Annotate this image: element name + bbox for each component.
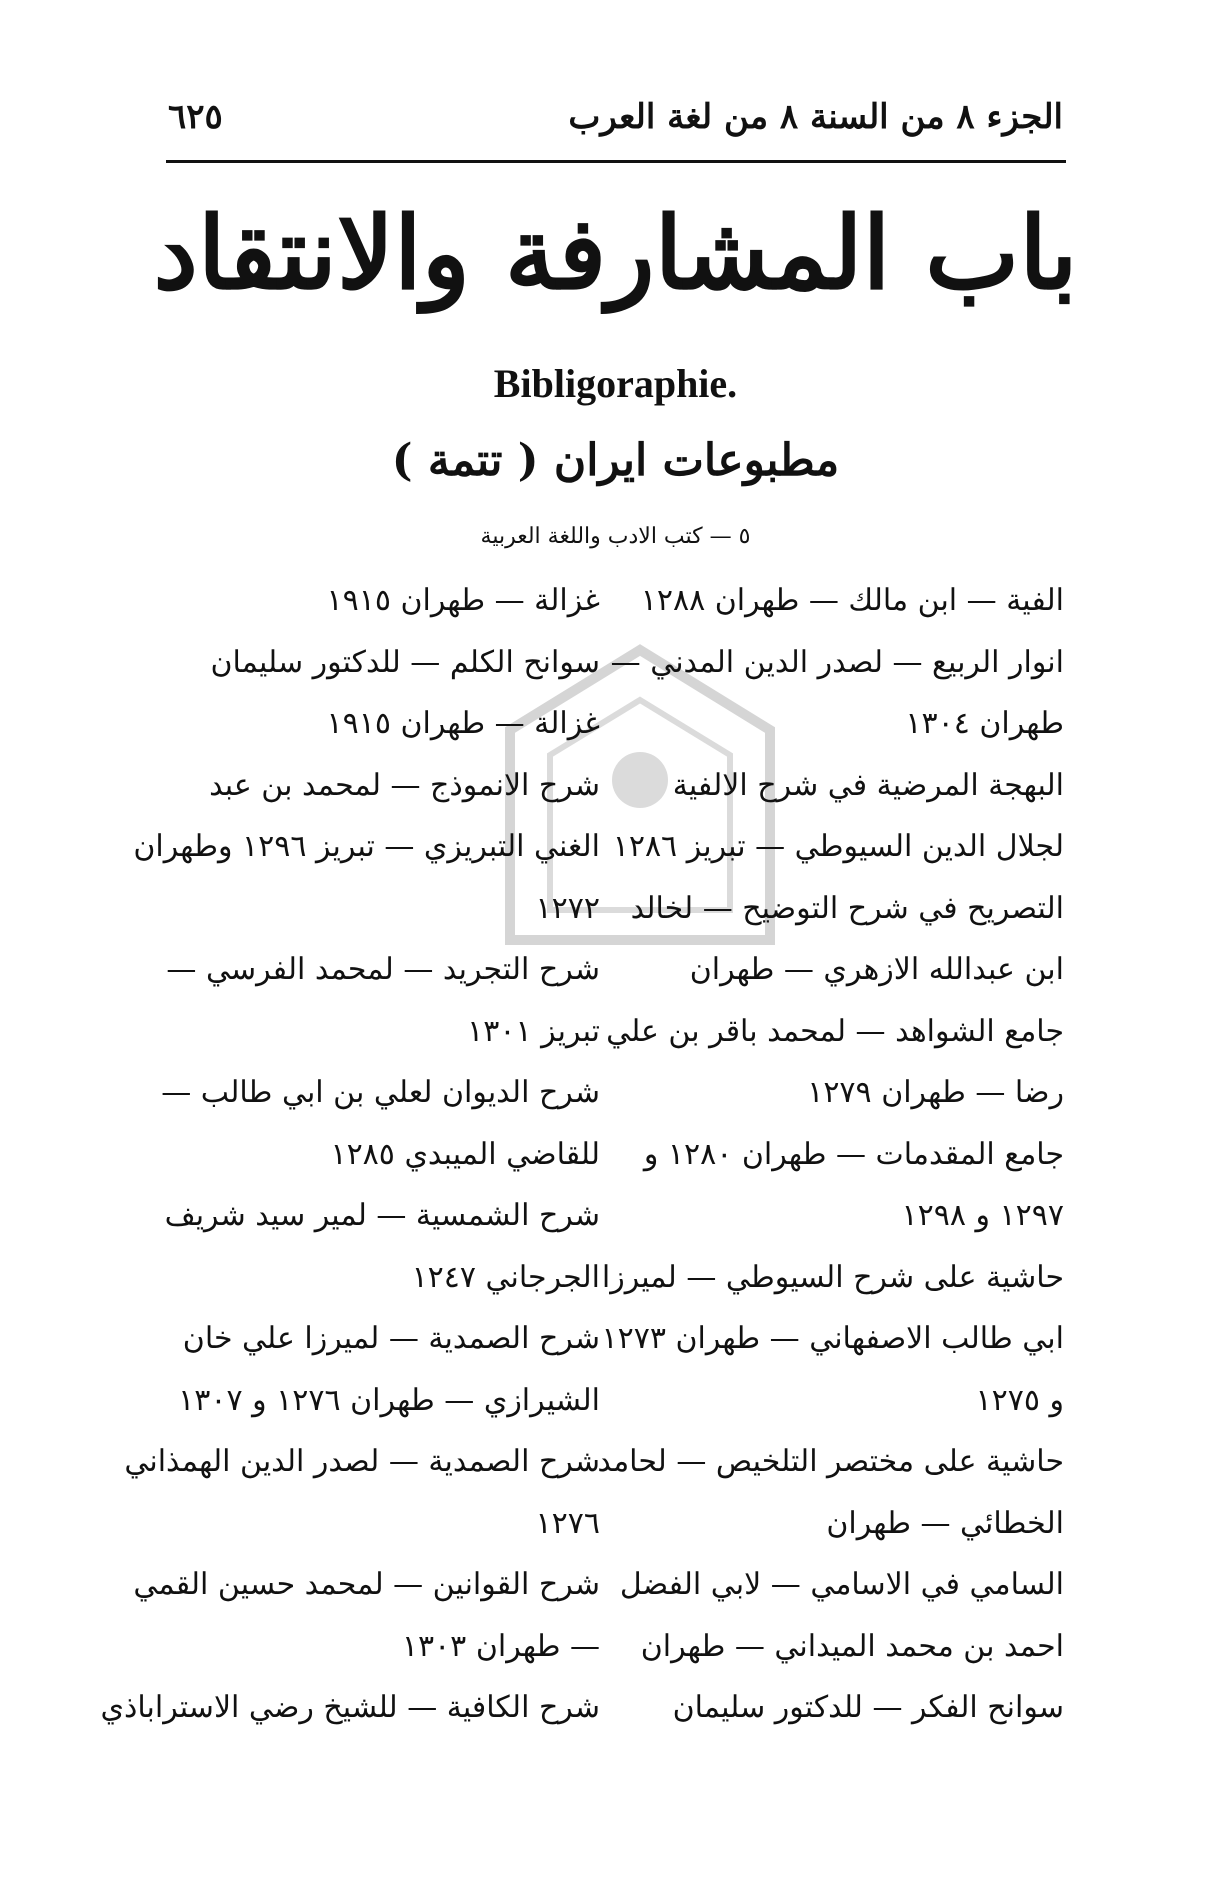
entry-row [133,1554,1070,1616]
entry-row [170,632,1070,694]
category-heading: ٥ — كتب الادب واللغة العربية [480,524,751,549]
entry-right: حاشية على مختصر التلخيص — لحامد [597,1444,1064,1480]
entry-right: جامع المقدمات — طهران ١٢٨٠ و [643,1136,1064,1172]
entry-right: الفية — ابن مالك — طهران ١٢٨٨ [640,583,1064,619]
entry-left: ١٢٧٢ [535,890,600,926]
entry-right: و ١٢٧٥ [975,1382,1064,1418]
entry-row [164,1185,1070,1247]
entry-right: احمد بن محمد الميداني — طهران [640,1628,1064,1664]
entry-right: طهران ١٣٠٤ [905,706,1064,742]
entry-right: ١٢٩٧ و ١٢٩٨ [901,1198,1064,1234]
entry-left: شرح الشمسية — لمير سيد شريف [164,1198,600,1234]
entry-right: جامع الشواهد — لمحمد باقر بن علي [606,1013,1064,1049]
entry-left: غزالة — طهران ١٩١٥ [326,583,600,619]
entry-left: شرح الصمدية — لصدر الدين الهمذاني [124,1444,600,1480]
subtitle-latin: Bibligoraphie. [493,361,738,406]
entry-left: شرح الانموذج — لمحمد بن عبد [209,767,600,803]
entry-row [170,1308,1070,1370]
entry-row [170,878,1070,940]
entry-row [170,1001,1070,1063]
entry-right: ابن عبدالله الازهري — طهران [689,952,1064,988]
entry-row [166,939,1070,1001]
entry-right: الخطائي — طهران [826,1505,1064,1541]
entry-row [170,1370,1070,1432]
entry-right: حاشية على شرح السيوطي — لميرزا [601,1259,1064,1295]
header-rule [166,160,1066,163]
entry-left: شرح الصمدية — لميرزا علي خان [182,1321,600,1357]
entry-left: شرح الكافية — للشيخ رضي الاستراباذي [100,1690,600,1726]
entry-row [170,755,1070,817]
section-title: باب المشارفة والانتقاد [153,194,1078,312]
entry-right: انوار الربيع — لصدر الدين المدني — [610,644,1064,680]
running-header [168,92,1063,142]
entry-left: الشيرازي — طهران ١٢٧٦ و ١٣٠٧ [178,1382,600,1418]
page-number: ٦٢٥ [168,97,223,137]
entry-row [170,1616,1070,1678]
subtitle-arabic: مطبوعات ايران ( تتمة ) [391,435,840,486]
entry-right: لجلال الدين السيوطي — تبريز ١٢٨٦ [612,829,1064,865]
running-title: الجزء ٨ من السنة ٨ من لغة العرب [568,97,1063,137]
entry-left: شرح القوانين — لمحمد حسين القمي [133,1567,600,1603]
entries-table [100,570,1070,1739]
entry-right: ابي طالب الاصفهاني — طهران ١٢٧٣ [601,1321,1064,1357]
entry-right: السامي في الاسامي — لابي الفضل [619,1567,1064,1603]
entry-left: شرح الديوان لعلي بن ابي طالب — [161,1075,600,1111]
entry-row [124,1431,1070,1493]
entry-left: — طهران ١٣٠٣ [401,1628,600,1664]
entry-row [100,1677,1070,1739]
entry-right: البهجة المرضية في شرح الالفية [672,767,1064,803]
entry-left: شرح التجريد — لمحمد الفرسي — [166,952,600,988]
entry-row [161,1062,1070,1124]
entry-row [170,570,1070,632]
entry-row [170,1247,1070,1309]
entry-left: للقاضي الميبدي ١٢٨٥ [330,1136,600,1172]
entry-left: غزالة — طهران ١٩١٥ [326,706,600,742]
entry-row [133,816,1070,878]
entry-right: رضا — طهران ١٢٧٩ [807,1075,1064,1111]
entry-row [170,1493,1070,1555]
entry-left: الغني التبريزي — تبريز ١٢٩٦ وطهران [133,829,600,865]
entry-right: التصريح في شرح التوضيح — لخالد [630,890,1064,926]
entry-left: سوانح الكلم — للدكتور سليمان [210,644,600,680]
entry-right: سوانح الفكر — للدكتور سليمان [672,1690,1064,1726]
entry-row [170,1124,1070,1186]
entry-left: تبريز ١٣٠١ [467,1013,600,1049]
entry-row [170,693,1070,755]
entry-left: ١٢٧٦ [535,1505,600,1541]
entry-left: الجرجاني ١٢٤٧ [411,1259,600,1295]
